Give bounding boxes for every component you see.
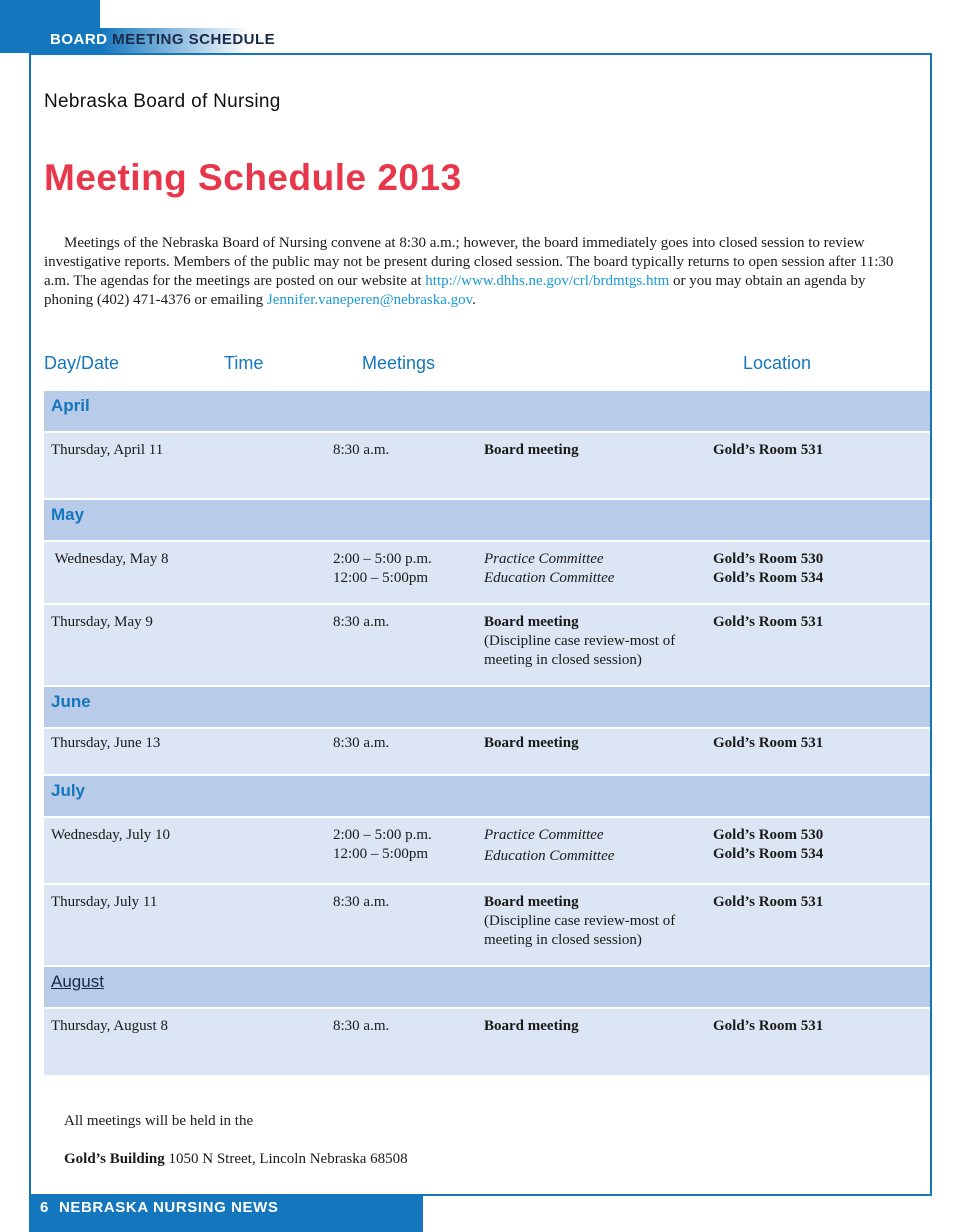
- page-title: Meeting Schedule 2013: [44, 157, 462, 198]
- month-header-june: [44, 687, 930, 729]
- row-location-2: Gold’s Room 534: [713, 846, 824, 862]
- row-day: Thursday, April 11: [51, 442, 164, 458]
- schedule-row: [44, 885, 930, 967]
- row-location: Gold’s Room 531: [713, 735, 824, 751]
- schedule-row: [44, 433, 930, 500]
- row-meeting-1: Board meeting: [484, 614, 579, 630]
- row-location-2: Gold’s Room 534: [713, 570, 824, 586]
- intro-paragraph: [44, 234, 914, 310]
- month-header-july: [44, 776, 930, 818]
- row-location: Gold’s Room 531: [713, 894, 824, 910]
- row-meeting: [484, 613, 704, 670]
- row-time-2: 12:00 – 5:00pm: [333, 846, 429, 862]
- row-day: Thursday, June 13: [51, 735, 161, 751]
- row-location: Gold’s Room 531: [713, 1018, 824, 1034]
- month-label: May: [51, 505, 85, 524]
- schedule-row: [44, 1009, 930, 1077]
- section-header: [50, 31, 275, 48]
- publication-name: NEBRASKA NURSING NEWS: [58, 1199, 279, 1216]
- schedule-row: [44, 605, 930, 687]
- footer-note-line1: All meetings will be held in the: [64, 1113, 254, 1129]
- intro-text-3: .: [472, 292, 476, 308]
- row-location: [713, 550, 823, 588]
- row-location: Gold’s Room 531: [713, 442, 824, 458]
- intro-text-1: Meetings of the Nebraska Board of Nursing convene at 8:30 a.m.; however, the board immediately goes into closed session to review investigative reports. Members of the public may not be present during closed session. The board typically returns to open session after 11:30 a.m. The agendas for the meetings are posted on our website at: [44, 235, 894, 289]
- org-name: Nebraska Board of Nursing: [44, 91, 281, 112]
- row-time-2: 12:00 – 5:00pm: [333, 570, 429, 586]
- col-header-location: Location: [743, 353, 812, 373]
- row-meeting-1: Practice Committee: [484, 551, 604, 567]
- row-meeting-note: (Discipline case review-most of meeting in closed session): [484, 633, 676, 668]
- page-number: 6: [40, 1199, 49, 1216]
- row-location-1: Gold’s Room 530: [713, 551, 824, 567]
- schedule-row: [44, 818, 930, 885]
- row-time: 8:30 a.m.: [333, 894, 390, 910]
- footer: [40, 1199, 279, 1216]
- section-header-part1: BOARD: [50, 31, 108, 48]
- row-time-1: 2:00 – 5:00 p.m.: [333, 827, 432, 843]
- row-meeting-note: (Discipline case review-most of meeting in closed session): [484, 913, 676, 948]
- row-day: Wednesday, July 10: [51, 827, 171, 843]
- row-time: [333, 826, 432, 864]
- row-time: 8:30 a.m.: [333, 614, 390, 630]
- row-meeting-2: Education Committee: [484, 570, 615, 586]
- row-meeting: Board meeting: [484, 1018, 579, 1034]
- month-label: August: [51, 972, 104, 991]
- month-label: June: [51, 692, 91, 711]
- row-time: 8:30 a.m.: [333, 1018, 390, 1034]
- row-meeting: [484, 826, 704, 866]
- col-header-meetings: Meetings: [362, 353, 436, 373]
- row-location: [713, 826, 823, 864]
- building-name: Gold’s Building: [64, 1151, 165, 1167]
- row-meeting: [484, 550, 704, 588]
- email-link[interactable]: Jennifer.vaneperen@nebraska.gov: [266, 292, 473, 308]
- row-meeting-1: Practice Committee: [484, 827, 604, 843]
- month-header-august: [44, 967, 930, 1009]
- section-header-part2: MEETING SCHEDULE: [112, 31, 276, 48]
- month-header-april: [44, 391, 930, 433]
- building-address: 1050 N Street, Lincoln Nebraska 68508: [164, 1151, 408, 1167]
- month-label: July: [51, 781, 86, 800]
- col-header-time: Time: [224, 353, 264, 373]
- intro-text-2: or you may obtain an agenda by phoning (402) 471-4376 or emailing: [44, 273, 866, 308]
- row-meeting: [484, 893, 704, 950]
- row-meeting-2: Education Committee: [484, 848, 615, 864]
- row-day: Wednesday, May 8: [51, 551, 169, 567]
- month-label: April: [51, 396, 90, 415]
- schedule-row: [44, 729, 930, 776]
- row-time-1: 2:00 – 5:00 p.m.: [333, 551, 432, 567]
- schedule-table: [44, 391, 930, 1077]
- footer-note-line2: [64, 1151, 408, 1168]
- col-header-day: Day/Date: [44, 353, 120, 373]
- row-time: 8:30 a.m.: [333, 735, 390, 751]
- row-meeting: Board meeting: [484, 735, 579, 751]
- row-time: [333, 550, 432, 588]
- month-header-may: [44, 500, 930, 542]
- website-link[interactable]: http://www.dhhs.ne.gov/crl/brdmtgs.htm: [425, 273, 670, 289]
- row-meeting: Board meeting: [484, 442, 579, 458]
- row-meeting-1: Board meeting: [484, 894, 579, 910]
- row-location: Gold’s Room 531: [713, 614, 824, 630]
- row-day: Thursday, August 8: [51, 1018, 168, 1034]
- row-day: Thursday, May 9: [51, 614, 153, 630]
- row-day: Thursday, July 11: [51, 894, 158, 910]
- row-time: 8:30 a.m.: [333, 442, 390, 458]
- row-location-1: Gold’s Room 530: [713, 827, 824, 843]
- schedule-row: [44, 542, 930, 605]
